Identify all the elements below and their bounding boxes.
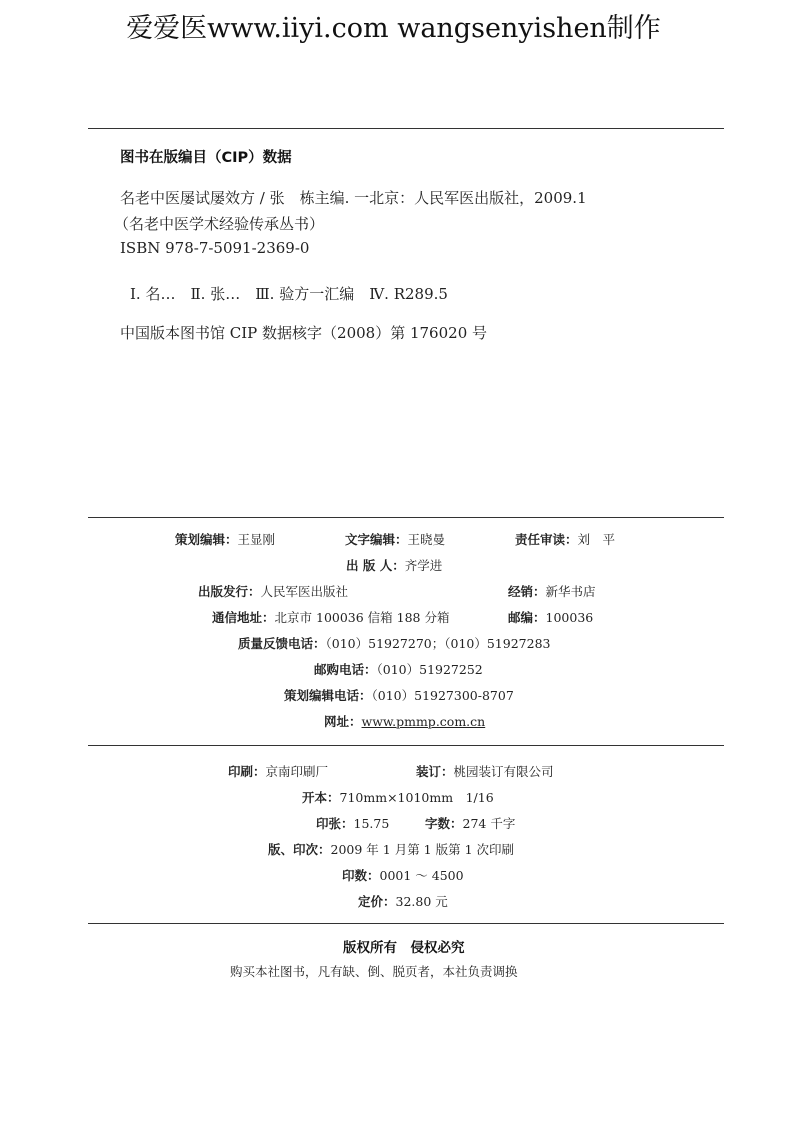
quality-phone-label: 质量反馈电话： [238,636,326,651]
planning-editor-label: 策划编辑： [175,532,238,547]
copies-label: 印数： [342,868,380,883]
editor-phone-label: 策划编辑电话： [284,688,372,703]
printer-label: 印刷： [228,764,266,779]
publisher-value: 齐学进 [404,558,443,573]
quality-phone-value: （010）51927270；（010）51927283 [325,636,551,651]
cip-isbn: ISBN 978-7-5091-2369-0 [120,239,310,257]
copies-row [342,866,464,884]
edition-label: 版、印次： [268,842,331,857]
address-row [212,608,450,626]
middle-divider [88,517,724,518]
copyright-title: 版权所有 侵权必究 [343,940,465,956]
mail-order-value: （010）51927252 [376,662,483,677]
format-value: 710mm×1010mm 1/16 [339,790,494,805]
text-editor-label: 文字编辑： [345,532,408,547]
planning-editor-value: 王显刚 [237,532,276,547]
address-value: 北京市 100036 信箱 188 分箱 [274,610,450,625]
editor-phone-row [284,686,514,704]
printer-row [228,762,328,780]
edition-row [268,840,514,858]
bottom-divider [88,923,724,924]
cip-library-number: 中国版本图书馆 CIP 数据核字（2008）第 176020 号 [120,324,488,342]
website-row [324,712,485,730]
words-label: 字数： [425,816,463,831]
price-label: 定价： [358,894,396,909]
words-row [425,814,515,832]
address-label: 通信地址： [212,610,275,625]
text-editor-row [345,530,445,548]
sheets-value: 15.75 [353,816,390,831]
printer-value: 京南印刷厂 [265,764,329,779]
quality-phone-row [238,634,550,652]
cip-title-line: 名老中医屡试屡效方 / 张 栋主编. 一北京：人民军医出版社，2009.1 [120,189,587,207]
postcode-row [508,608,593,626]
printing-divider [88,745,724,746]
planning-editor-row [175,530,275,548]
distributor-value: 新华书店 [545,584,596,599]
binding-value: 桃园装订有限公司 [453,764,554,779]
sheets-label: 印张： [316,816,354,831]
binding-row [416,762,554,780]
text-editor-value: 王晓曼 [407,532,446,547]
sheets-row [316,814,389,832]
format-label: 开本： [302,790,340,805]
cip-classification: Ⅰ. 名… Ⅱ. 张… Ⅲ. 验方一汇编 Ⅳ. R289.5 [130,285,448,303]
price-row [358,892,448,910]
price-value: 32.80 元 [395,894,448,909]
publisher-row [346,556,442,574]
binding-label: 装订： [416,764,454,779]
issuer-value: 人民军医出版社 [260,584,349,599]
distributor-label: 经销： [508,584,546,599]
website-link[interactable]: www.pmmp.com.cn [361,714,486,729]
website-label: 网址： [324,714,362,729]
reviewer-value: 刘 平 [577,532,616,547]
format-row [302,788,494,806]
cip-series-line: （名老中医学术经验传承丛书） [114,215,325,233]
reviewer-row [515,530,615,548]
mail-order-row [314,660,483,678]
issuer-label: 出版发行： [198,584,261,599]
editor-phone-value: （010）51927300-8707 [371,688,514,703]
mail-order-label: 邮购电话： [314,662,377,677]
words-value: 274 千字 [462,816,516,831]
top-divider [88,128,724,129]
publisher-label: 出 版 人： [346,558,405,573]
reviewer-label: 责任审读： [515,532,578,547]
copyright-notice: 购买本社图书，凡有缺、倒、脱页者，本社负责调换 [230,964,518,979]
distributor-row [508,582,596,600]
postcode-value: 100036 [545,610,594,625]
watermark-header: 爱爱医www.iiyi.com wangsenyishen制作 [126,13,661,44]
issuer-row [198,582,348,600]
edition-value: 2009 年 1 月第 1 版第 1 次印刷 [330,842,514,857]
cip-heading: 图书在版编目（CIP）数据 [120,150,292,166]
copies-value: 0001 ～ 4500 [379,868,464,883]
postcode-label: 邮编： [508,610,546,625]
